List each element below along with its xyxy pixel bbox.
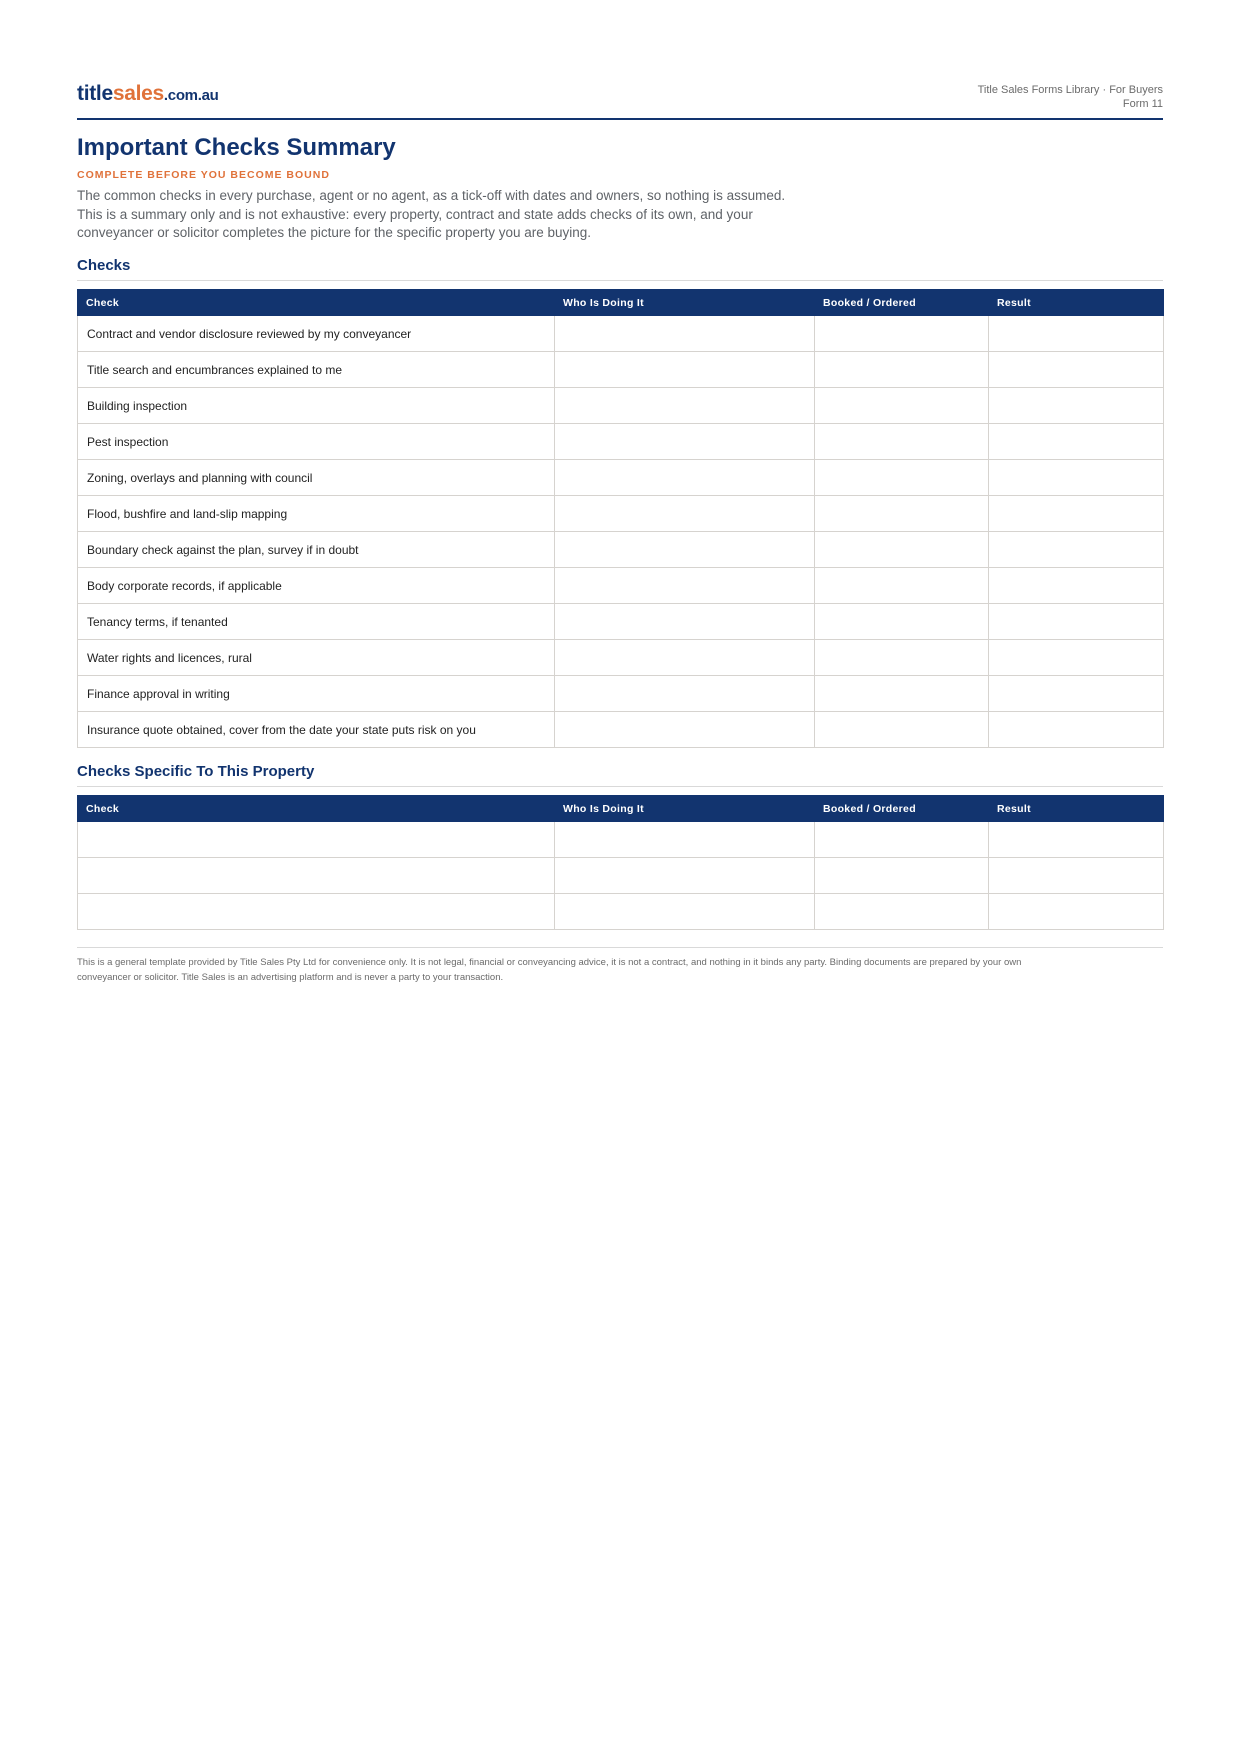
booked-field[interactable]: [815, 568, 989, 604]
column-header-check: Check: [78, 796, 555, 822]
titlesales-logo[interactable]: [77, 82, 219, 106]
table-row: [78, 532, 1164, 568]
table-row: [78, 676, 1164, 712]
table-row: [78, 858, 1164, 894]
disclaimer-footer: [77, 947, 1163, 985]
check-field[interactable]: [78, 894, 555, 930]
table-row: [78, 388, 1164, 424]
column-header-result: Result: [989, 796, 1164, 822]
who-field[interactable]: [555, 388, 815, 424]
table-row: [78, 604, 1164, 640]
booked-field[interactable]: [815, 316, 989, 352]
result-field[interactable]: [989, 712, 1164, 748]
checks-table: [77, 289, 1164, 748]
column-header-check: Check: [78, 290, 555, 316]
who-field[interactable]: [555, 424, 815, 460]
booked-field[interactable]: [815, 424, 989, 460]
logo-part-sales: sales: [112, 82, 164, 105]
booked-field[interactable]: [815, 532, 989, 568]
table-row: [78, 352, 1164, 388]
check-label: Pest inspection: [78, 424, 555, 460]
who-field[interactable]: [555, 676, 815, 712]
booked-field[interactable]: [815, 858, 989, 894]
who-field[interactable]: [555, 604, 815, 640]
table-row: [78, 316, 1164, 352]
booked-field[interactable]: [815, 640, 989, 676]
result-field[interactable]: [989, 316, 1164, 352]
who-field[interactable]: [555, 640, 815, 676]
result-field[interactable]: [989, 858, 1164, 894]
result-field[interactable]: [989, 640, 1164, 676]
property-header-row: [78, 796, 1164, 822]
check-label: Title search and encumbrances explained to me: [78, 352, 555, 388]
check-label: Contract and vendor disclosure reviewed by my conveyancer: [78, 316, 555, 352]
result-field[interactable]: [989, 460, 1164, 496]
result-field[interactable]: [989, 676, 1164, 712]
result-field[interactable]: [989, 822, 1164, 858]
who-field[interactable]: [555, 894, 815, 930]
booked-field[interactable]: [815, 496, 989, 532]
result-field[interactable]: [989, 604, 1164, 640]
property-checks-table: [77, 795, 1164, 930]
who-field[interactable]: [555, 496, 815, 532]
check-label: Water rights and licences, rural: [78, 640, 555, 676]
who-field[interactable]: [555, 568, 815, 604]
page-subtitle: COMPLETE BEFORE YOU BECOME BOUND: [77, 169, 330, 181]
booked-field[interactable]: [815, 894, 989, 930]
column-header-who: Who Is Doing It: [555, 290, 815, 316]
result-field[interactable]: [989, 568, 1164, 604]
booked-field[interactable]: [815, 676, 989, 712]
check-field[interactable]: [78, 822, 555, 858]
booked-field[interactable]: [815, 352, 989, 388]
result-field[interactable]: [989, 532, 1164, 568]
form-number: Form 11: [1122, 98, 1163, 110]
check-label: Zoning, overlays and planning with council: [78, 460, 555, 496]
column-header-result: Result: [989, 290, 1164, 316]
table-row: [78, 822, 1164, 858]
result-field[interactable]: [989, 388, 1164, 424]
column-header-booked: Booked / Ordered: [815, 796, 989, 822]
who-field[interactable]: [555, 532, 815, 568]
table-row: [78, 496, 1164, 532]
property-checks-heading: Checks Specific To This Property: [77, 763, 1163, 787]
check-label: Tenancy terms, if tenanted: [78, 604, 555, 640]
logo-part-title: title: [77, 82, 113, 105]
intro-text: [77, 187, 837, 243]
intro-line: The common checks in every purchase, agent or no agent, as a tick-off with dates and owners, so nothing is assumed.: [77, 188, 786, 203]
disclaimer-line: This is a general template provided by Title Sales Pty Ltd for convenience only. It is not legal, financial or conveyancing advice, it is not a contract, and nothing in it binds any party. Binding documents are prepared by your own: [77, 957, 1022, 968]
who-field[interactable]: [555, 352, 815, 388]
result-field[interactable]: [989, 352, 1164, 388]
intro-line: conveyancer or solicitor completes the picture for the specific property you are buying.: [77, 225, 592, 240]
check-label: Finance approval in writing: [78, 676, 555, 712]
result-field[interactable]: [989, 894, 1164, 930]
who-field[interactable]: [555, 712, 815, 748]
who-field[interactable]: [555, 316, 815, 352]
booked-field[interactable]: [815, 822, 989, 858]
check-label: Body corporate records, if applicable: [78, 568, 555, 604]
booked-field[interactable]: [815, 460, 989, 496]
table-row: [78, 894, 1164, 930]
check-field[interactable]: [78, 858, 555, 894]
check-label: Insurance quote obtained, cover from the date your state puts risk on you: [78, 712, 555, 748]
booked-field[interactable]: [815, 712, 989, 748]
who-field[interactable]: [555, 460, 815, 496]
checks-header-row: [78, 290, 1164, 316]
page-header: [77, 78, 1163, 120]
who-field[interactable]: [555, 858, 815, 894]
check-label: Boundary check against the plan, survey if in doubt: [78, 532, 555, 568]
logo-part-domain: .com.au: [163, 87, 219, 104]
disclaimer-line: conveyancer or solicitor. Title Sales is an advertising platform and is never a party to your transaction.: [77, 971, 504, 983]
booked-field[interactable]: [815, 604, 989, 640]
page-title: Important Checks Summary: [77, 134, 396, 161]
intro-line: This is a summary only and is not exhaustive: every property, contract and state adds checks of its own, and your: [77, 206, 753, 222]
result-field[interactable]: [989, 496, 1164, 532]
table-row: [78, 640, 1164, 676]
check-label: Flood, bushfire and land-slip mapping: [78, 496, 555, 532]
header-meta: [978, 83, 1163, 111]
table-row: [78, 568, 1164, 604]
check-label: Building inspection: [78, 388, 555, 424]
table-row: [78, 424, 1164, 460]
column-header-who: Who Is Doing It: [555, 796, 815, 822]
booked-field[interactable]: [815, 388, 989, 424]
library-line: Title Sales Forms Library · For Buyers: [977, 84, 1163, 96]
table-row: [78, 460, 1164, 496]
result-field[interactable]: [989, 424, 1164, 460]
table-row: [78, 712, 1164, 748]
who-field[interactable]: [555, 822, 815, 858]
column-header-booked: Booked / Ordered: [815, 290, 989, 316]
checks-heading: Checks: [77, 257, 1163, 281]
